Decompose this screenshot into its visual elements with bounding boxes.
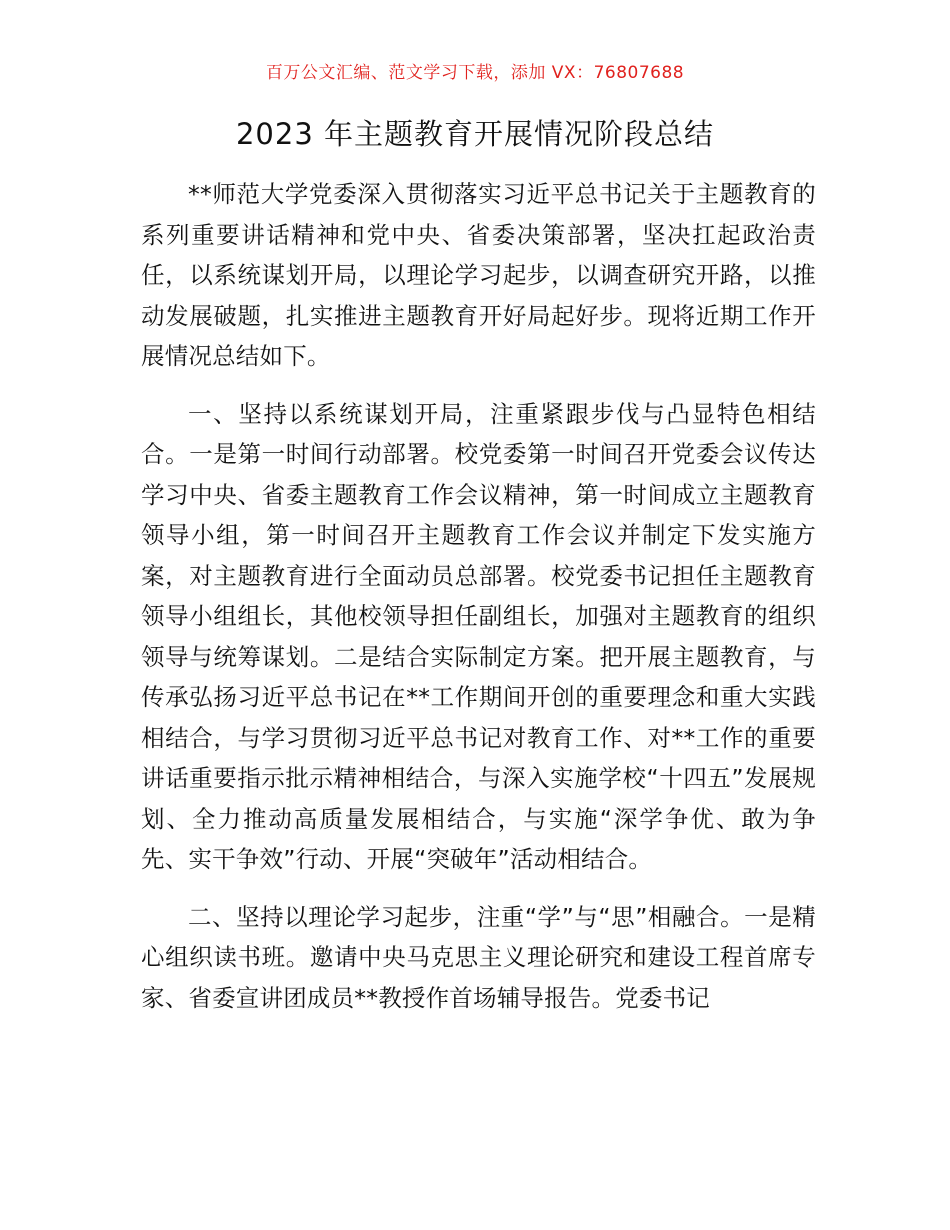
paragraph-section-two: 二、坚持以理论学习起步，注重“学”与“思”相融合。一是精心组织读书班。邀请中央马克思主义理论研究和建设工程首席专家、省委宣讲团成员**教授作首场辅导报告。党委书记	[141, 902, 816, 1012]
document-title: 2023 年主题教育开展情况阶段总结	[235, 117, 715, 151]
paragraph-intro: **师范大学党委深入贯彻落实习近平总书记关于主题教育的系列重要讲话精神和党中央、省委决策部署，坚决扛起政治责任，以系统谋划开局，以理论学习起步，以调查研究开路，以推动发展破题，扎实推进主题教育开好局起好步。现将近期工作开展情况总结如下。	[141, 180, 816, 370]
paragraph-section-one: 一、坚持以系统谋划开局，注重紧跟步伐与凸显特色相结合。一是第一时间行动部署。校党委第一时间召开党委会议传达学习中央、省委主题教育工作会议精神，第一时间成立主题教育领导小组，第一时间召开主题教育工作会议并制定下发实施方案，对主题教育进行全面动员总部署。校党委书记担任主题教育领导小组组长，其他校领导担任副组长，加强对主题教育的组织领导与统筹谋划。二是结合实际制定方案。把开展主题教育，与传承弘扬习近平总书记在**工作期间开创的重要理念和重大实践相结合，与学习贯彻习近平总书记对教育工作、对**工作的重要讲话重要指示批示精神相结合，与深入实施学校“十四五”发展规划、全力推动高质量发展相结合，与实施“深学争优、敢为争先、实干争效”行动、开展“突破年”活动相结合。	[141, 399, 816, 873]
document-body	[141, 174, 816, 1018]
header-watermark-note: 百万公文汇编、范文学习下载，添加 VX：76807688	[265, 63, 685, 83]
